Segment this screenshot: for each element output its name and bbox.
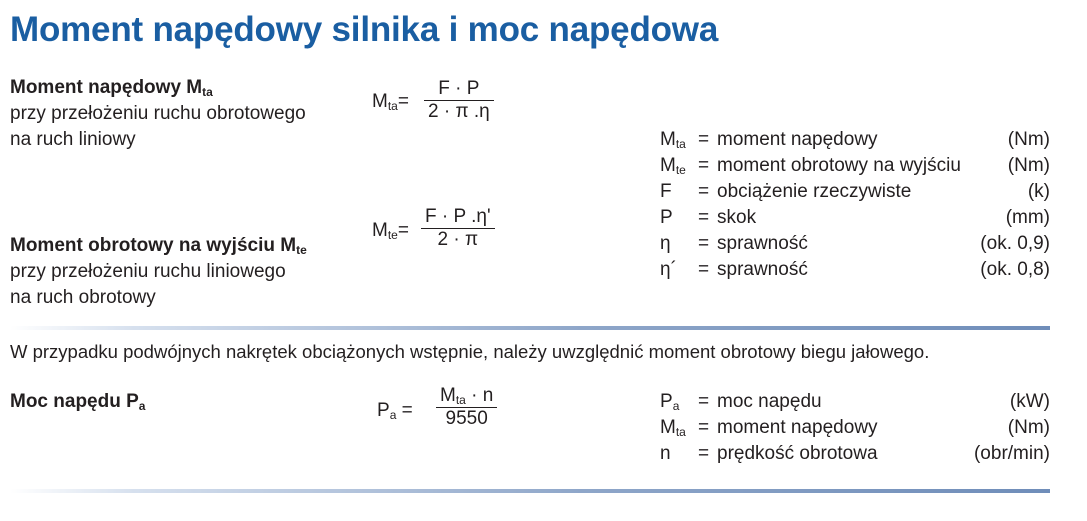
legend-row (660, 127, 1050, 153)
drive-torque-denominator: 2 · π .η (424, 100, 494, 123)
legend-symbol: $P_a$ (660, 391, 680, 413)
power-heading: Moc napędu $P_a$ (10, 391, 146, 413)
legend-equals: = (698, 417, 710, 438)
divider-top (10, 326, 1050, 330)
legend-row (660, 205, 1050, 231)
power-fraction (436, 385, 497, 430)
legend-definition: prędkość obrotowa (717, 443, 878, 464)
legend-equals: = (698, 181, 710, 202)
output-torque-numerator: F · P .η' (425, 206, 491, 227)
legend-row (660, 441, 1050, 467)
drive-torque-numerator: F · P (438, 78, 480, 99)
legend-equals: = (698, 207, 710, 228)
output-torque-line2: na ruch obrotowy (10, 287, 156, 308)
legend-unit: (mm) (1005, 207, 1050, 228)
legend-symbol: F (660, 181, 672, 202)
output-torque-formula-lhs: $M_{te}=$ (372, 220, 409, 242)
drive-torque-formula-lhs: $M_{ta}=$ (372, 91, 409, 113)
legend-equals: = (698, 129, 710, 150)
legend-unit: (k) (1027, 181, 1050, 202)
legend-definition: moment obrotowy na wyjściu (717, 155, 961, 176)
legend-row (660, 257, 1050, 283)
legend-unit: (Nm) (1007, 155, 1050, 176)
drive-torque-line2: na ruch liniowy (10, 129, 136, 150)
legend-row (660, 153, 1050, 179)
legend-symbol: η (660, 233, 671, 254)
legend-definition: moment napędowy (717, 417, 878, 438)
legend-row (660, 389, 1050, 415)
note-text: W przypadku podwójnych nakrętek obciążonych wstępnie, należy uwzględnić moment obrotowy biegu jałowego. (10, 341, 930, 362)
output-torque-denominator: 2 · π (421, 228, 495, 251)
legend-unit: (ok. 0,8) (980, 259, 1050, 280)
legend-unit: (obr/min) (973, 443, 1050, 464)
output-torque-heading: Moment obrotowy na wyjściu $M_{te}$ (10, 235, 307, 257)
legend-definition: sprawność (717, 233, 808, 254)
drive-torque-line1: przy przełożeniu ruchu obrotowego (10, 103, 306, 124)
legend-equals: = (698, 391, 710, 412)
legend-equals: = (698, 233, 710, 254)
legend-symbol: $M_{te}$ (660, 155, 686, 177)
legend-row (660, 179, 1050, 205)
power-numerator: $M_{ta} \cdot n$ (440, 385, 494, 407)
power-formula-lhs: $P_a$ = (377, 400, 413, 422)
section-output-torque (10, 233, 307, 311)
legend-unit: (Nm) (1007, 129, 1050, 150)
legend-definition: obciążenie rzeczywiste (717, 181, 912, 202)
divider-bottom (10, 489, 1050, 493)
section-drive-torque (10, 75, 306, 153)
legend-row (660, 415, 1050, 441)
page-title: Moment napędowy silnika i moc napędowa (10, 10, 719, 49)
legend-symbol: n (660, 443, 671, 464)
legend-symbol: P (660, 207, 673, 228)
legend-unit: (Nm) (1007, 417, 1050, 438)
legend-equals: = (698, 155, 710, 176)
drive-torque-heading: Moment napędowy $M_{ta}$ (10, 77, 213, 99)
output-torque-fraction (421, 206, 495, 251)
legend-unit: (kW) (1009, 391, 1050, 412)
power-denominator: 9550 (436, 407, 497, 430)
legend-definition: skok (717, 207, 757, 228)
legend-equals: = (698, 443, 710, 464)
legend-symbol: η´ (660, 259, 677, 280)
legend-definition: moment napędowy (717, 129, 878, 150)
legend-definition: moc napędu (717, 391, 822, 412)
legend-equals: = (698, 259, 710, 280)
legend-unit: (ok. 0,9) (980, 233, 1050, 254)
legend-row (660, 231, 1050, 257)
legend-definition: sprawność (717, 259, 808, 280)
output-torque-line1: przy przełożeniu ruchu liniowego (10, 261, 286, 282)
drive-torque-fraction (424, 78, 494, 123)
legend-symbol: $M_{ta}$ (660, 129, 686, 151)
legend-symbol: $M_{ta}$ (660, 417, 686, 439)
